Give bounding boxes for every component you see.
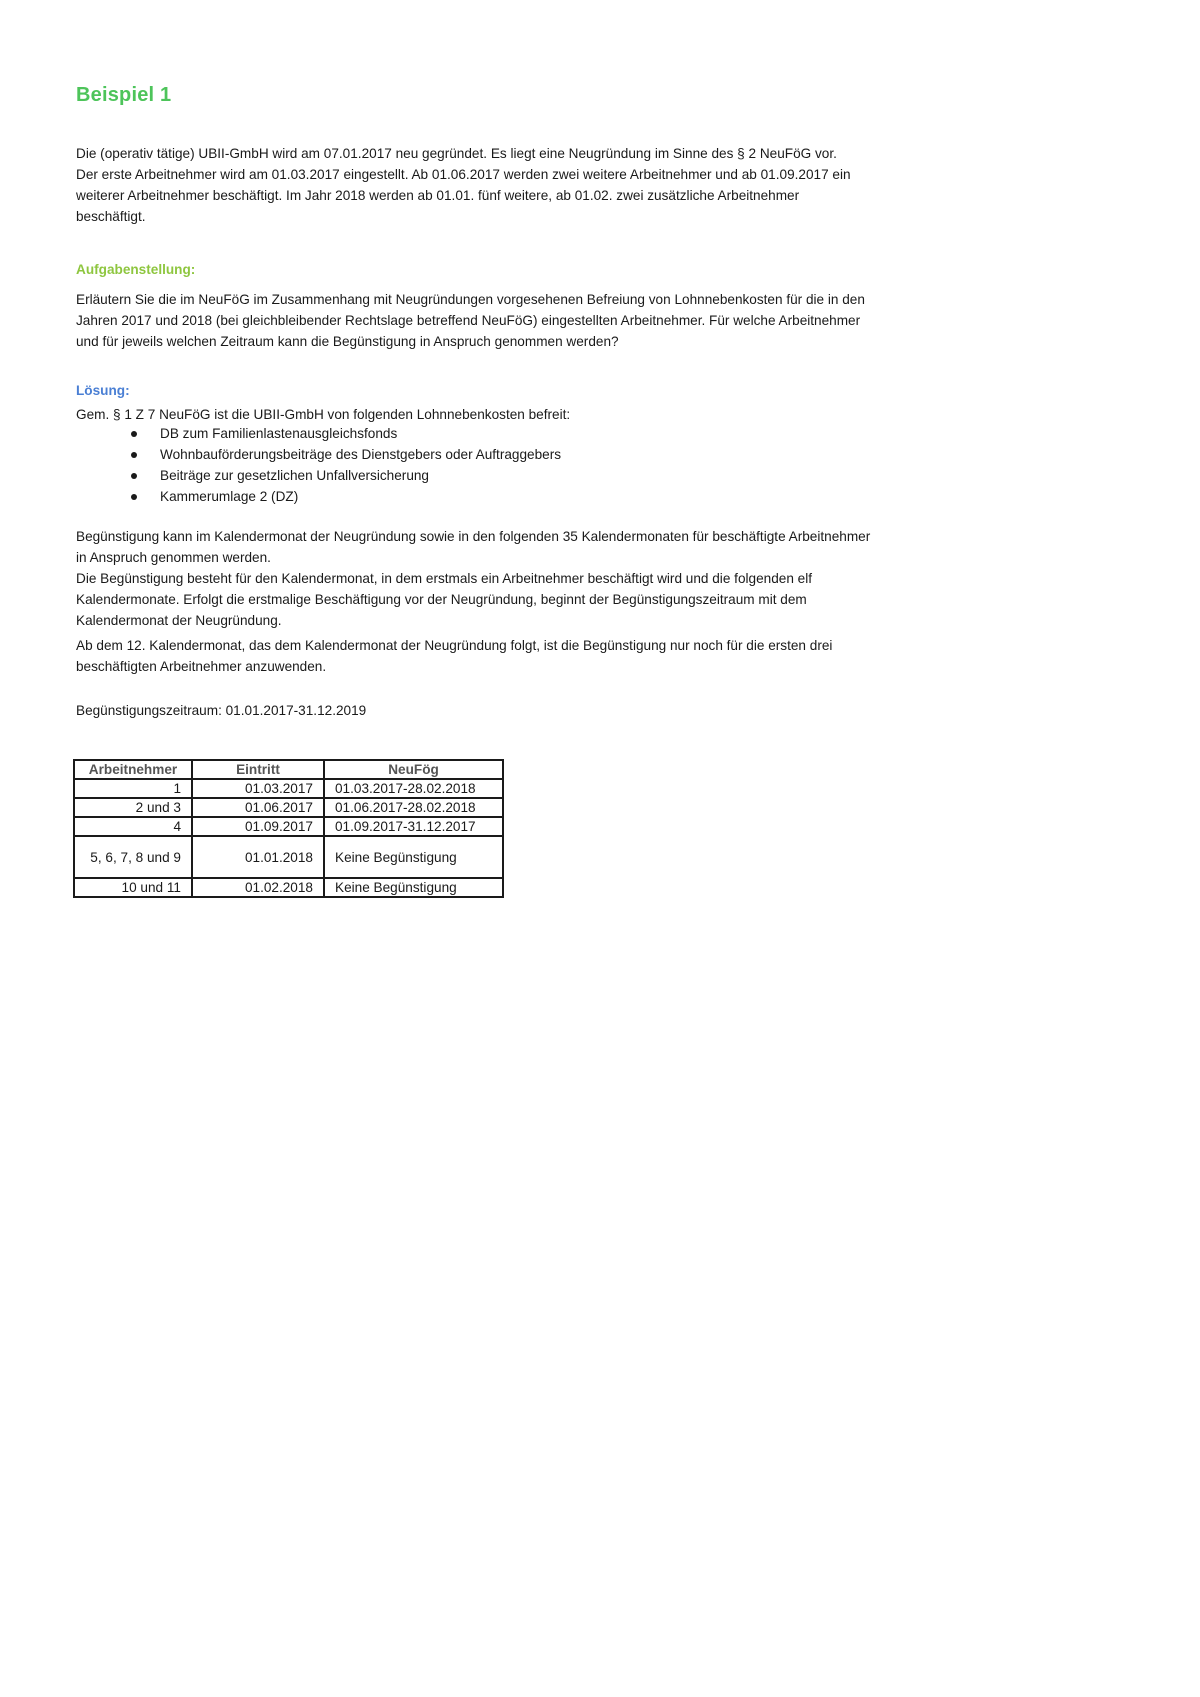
header-employee: Arbeitnehmer: [74, 760, 192, 779]
cell-neufoeg: Keine Begünstigung: [324, 836, 503, 878]
employee-table: [73, 759, 504, 898]
bullet-icon: [131, 494, 137, 500]
table-row: [74, 798, 503, 817]
cell-entry: 01.03.2017: [192, 779, 324, 798]
task-heading: Aufgabenstellung:: [76, 262, 196, 277]
table-row: [74, 779, 503, 798]
cell-entry: 01.02.2018: [192, 878, 324, 897]
cell-neufoeg: Keine Begünstigung: [324, 878, 503, 897]
list-item-text: Kammerumlage 2 (DZ): [160, 489, 299, 504]
cell-entry: 01.06.2017: [192, 798, 324, 817]
benefit-limit-paragraph: Ab dem 12. Kalendermonat, das dem Kalendermonat der Neugründung folgt, ist die Begünstigung nur noch für die ersten drei beschäftigten Arbeitnehmer anzuwenden.: [76, 638, 833, 674]
page-title: Beispiel 1: [76, 84, 172, 106]
solution-heading: Lösung:: [76, 383, 130, 398]
header-neufoeg: NeuFög: [324, 760, 503, 779]
cell-employee: 5, 6, 7, 8 und 9: [74, 836, 192, 878]
list-item-text: Wohnbauförderungsbeiträge des Dienstgebers oder Auftraggebers: [160, 447, 562, 462]
cell-employee: 10 und 11: [74, 878, 192, 897]
table-row: [74, 836, 503, 878]
cell-employee: 1: [74, 779, 192, 798]
bullet-icon: [131, 473, 137, 479]
cell-entry: 01.01.2018: [192, 836, 324, 878]
cell-entry: 01.09.2017: [192, 817, 324, 836]
list-item: [76, 465, 561, 486]
cell-neufoeg: 01.06.2017-28.02.2018: [324, 798, 503, 817]
list-item: [76, 444, 561, 465]
benefit-period: Begünstigungszeitraum: 01.01.2017-31.12.2019: [76, 703, 367, 718]
cell-neufoeg: 01.03.2017-28.02.2018: [324, 779, 503, 798]
cell-employee: 2 und 3: [74, 798, 192, 817]
bullet-icon: [131, 452, 137, 458]
list-item: [76, 423, 561, 444]
cell-neufoeg: 01.09.2017-31.12.2017: [324, 817, 503, 836]
task-paragraph: Erläutern Sie die im NeuFöG im Zusammenhang mit Neugründungen vorgesehenen Befreiung von Lohnnebenkosten für die in den Jahren 2017 und 2018 (bei gleichbleibender Rechtslage betreffend NeuFöG) eingestellten Arbeitnehmer. Für welche Arbeitnehmer und für jeweils welchen Zeitraum kann die Begünstigung in Anspruch genommen werden?: [76, 292, 865, 349]
table-header-row: [74, 760, 503, 779]
list-item-text: DB zum Familienlastenausgleichsfonds: [160, 426, 398, 441]
cell-employee: 4: [74, 817, 192, 836]
header-entry: Eintritt: [192, 760, 324, 779]
intro-paragraph: Die (operativ tätige) UBII-GmbH wird am 07.01.2017 neu gegründet. Es liegt eine Neugründung im Sinne des § 2 NeuFöG vor. Der erste Arbeitnehmer wird am 01.03.2017 eingestellt. Ab 01.06.2017 werden zwei weitere Arbeitnehmer und ab 01.09.2017 ein weiterer Arbeitnehmer beschäftigt. Im Jahr 2018 werden ab 01.01. fünf weitere, ab 01.02. zwei zusätzliche Arbeitnehmer beschäftigt.: [76, 146, 851, 224]
list-item: [76, 486, 561, 507]
solution-intro: Gem. § 1 Z 7 NeuFöG ist die UBII-GmbH von folgenden Lohnnebenkosten befreit:: [76, 407, 571, 422]
bullet-icon: [131, 431, 137, 437]
table-row: [74, 817, 503, 836]
benefit-start-paragraph: Die Begünstigung besteht für den Kalendermonat, in dem erstmals ein Arbeitnehmer beschäftigt wird und die folgenden elf Kalendermonate. Erfolgt die erstmalige Beschäftigung vor der Neugründung, beginnt der Begünstigungszeitraum mit dem Kalendermonat der Neugründung.: [76, 571, 813, 628]
table-row: [74, 878, 503, 897]
list-item-text: Beiträge zur gesetzlichen Unfallversicherung: [160, 468, 429, 483]
exemption-list: [76, 423, 561, 507]
benefit-duration-paragraph: Begünstigung kann im Kalendermonat der Neugründung sowie in den folgenden 35 Kalendermonaten für beschäftigte Arbeitnehmer in Anspruch genommen werden.: [76, 529, 871, 565]
